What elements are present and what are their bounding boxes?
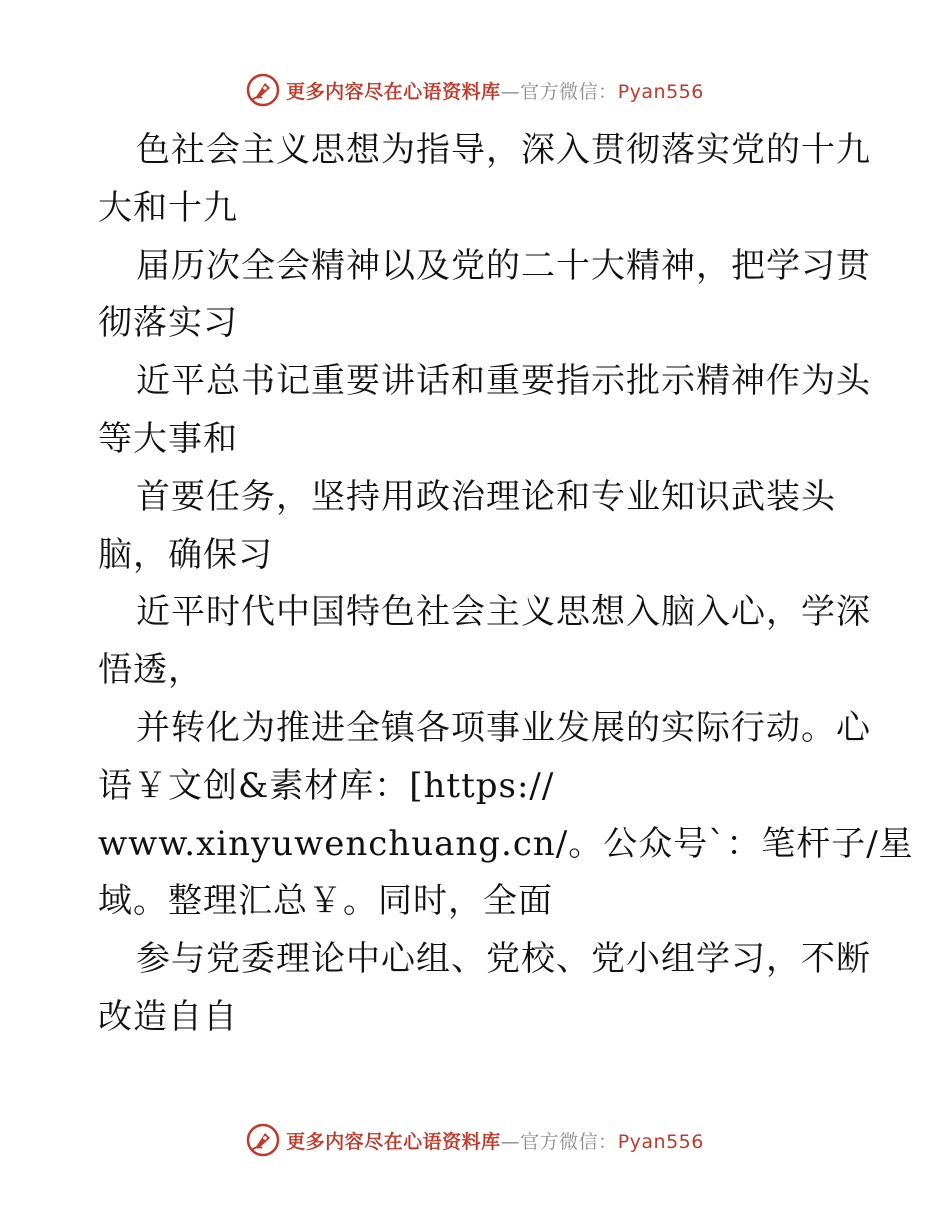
footer-banner (246, 1123, 704, 1157)
body-line: 并转化为推进全镇各项事业发展的实际行动。心 (136, 707, 871, 748)
header-brand: 更多内容尽在心语资料库 (286, 80, 501, 103)
body-line: www.xinyuwenchuang.cn/。公众号`：笔杆子/星 (98, 823, 914, 864)
body-line: 语￥文创&素材库：[https:// (98, 765, 555, 806)
pen-nib-logo-icon (246, 73, 280, 107)
body-line: 彻落实习 (98, 303, 238, 344)
header-wechat-label: 官方微信： (520, 80, 618, 103)
document-body (98, 122, 914, 1047)
footer-brand: 更多内容尽在心语资料库 (286, 1130, 501, 1153)
footer-separator: — (500, 1130, 521, 1153)
body-line: 域。整理汇总￥。同时，全面 (98, 881, 553, 922)
footer-wechat-label: 官方微信： (520, 1130, 618, 1153)
page-footer (0, 1120, 950, 1160)
footer-wechat-id: Pyan556 (617, 1130, 704, 1153)
body-line: 悟透， (98, 650, 203, 691)
header-separator: — (500, 80, 521, 103)
header-banner (246, 73, 704, 107)
pen-nib-logo-icon (246, 1123, 280, 1157)
body-line: 近平总书记重要讲话和重要指示批示精神作为头 (136, 361, 871, 402)
body-line: 大和十九 (98, 187, 238, 228)
body-line: 脑，确保习 (98, 534, 273, 575)
header-banner-text (286, 77, 704, 104)
header-wechat-id: Pyan556 (617, 80, 704, 103)
body-line: 改造自自 (98, 996, 238, 1037)
footer-banner-text (286, 1127, 704, 1154)
body-line: 首要任务，坚持用政治理论和专业知识武装头 (136, 476, 836, 517)
body-line: 色社会主义思想为指导，深入贯彻落实党的十九 (136, 130, 871, 170)
page-header (0, 70, 950, 110)
body-line: 等大事和 (98, 418, 238, 459)
body-line: 届历次全会精神以及党的二十大精神，把学习贯 (136, 245, 871, 286)
body-line: 参与党委理论中心组、党校、党小组学习，不断 (136, 939, 871, 980)
body-line: 近平时代中国特色社会主义思想入脑入心，学深 (136, 592, 871, 633)
